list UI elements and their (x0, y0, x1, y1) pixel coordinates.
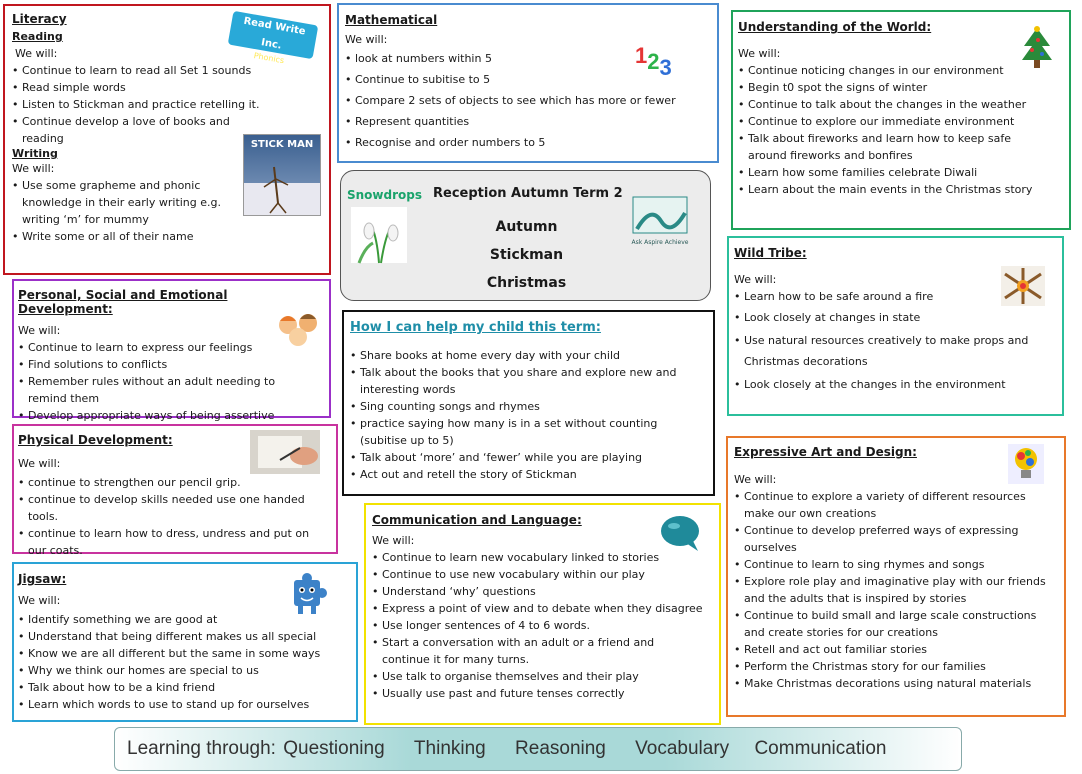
jigsaw-title: Jigsaw: (18, 572, 67, 586)
child-writing-photo (250, 430, 320, 474)
school-logo: Ask Aspire Achieve (631, 195, 689, 247)
list-item: • Compare 2 sets of objects to see which has more or fewer (345, 92, 711, 109)
christmas-tree-icon (1020, 26, 1054, 72)
list-item: • Continue to learn to read all Set 1 sounds (12, 62, 322, 79)
list-item: • Continue to use new vocabulary within our play (372, 566, 717, 583)
wild-intro: We will: (734, 273, 777, 286)
term-box (340, 170, 711, 301)
list-item: • Use talk to organise themselves and their play (372, 668, 717, 685)
term-heading: Reception Autumn Term 2 (433, 186, 623, 201)
list-item: • Continue to talk about the changes in the weather (738, 96, 1058, 113)
list-item: • Continue to learn to sing rhymes and songs (734, 556, 1056, 573)
understanding-box (731, 10, 1071, 230)
physical-title: Physical Development: (18, 433, 173, 447)
list-item: • Write some or all of their name (12, 228, 237, 245)
class-name: Snowdrops (347, 188, 422, 202)
topic-autumn: Autumn (495, 219, 558, 235)
list-item: • Find solutions to conflicts (18, 356, 325, 373)
pse-list (18, 339, 325, 424)
list-item: • Understand ‘why’ questions (372, 583, 717, 600)
footer-word: Vocabulary (635, 738, 730, 759)
jigsaw-intro: We will: (18, 594, 61, 607)
footer-word: Questioning (283, 738, 385, 759)
list-item: • Identify something we are good at (18, 611, 352, 628)
list-item: • Continue to develop preferred ways of expressing ourselves (734, 522, 1034, 556)
expressive-box (726, 436, 1066, 717)
list-item: • Act out and retell the story of Stickman (350, 466, 707, 483)
literacy-box (3, 4, 331, 275)
list-item: • Continue to learn to express our feelings (18, 339, 325, 356)
list-item: • Talk about fireworks and learn how to keep safe around fireworks and bonfires (738, 130, 1038, 164)
expressive-title: Expressive Art and Design: (734, 445, 917, 459)
list-item: • Continue to learn new vocabulary linked to stories (372, 549, 717, 566)
maths-box (337, 3, 719, 163)
help-title: How I can help my child this term: (350, 320, 601, 335)
list-item: • Talk about the books that you share and explore new and interesting words (350, 364, 707, 398)
list-item: • Look closely at changes in state (734, 309, 1057, 326)
pse-title: Personal, Social and Emotional Development: (18, 288, 228, 316)
topic-christmas: Christmas (486, 275, 567, 291)
list-item: • Continue noticing changes in our environment (738, 62, 1058, 79)
list-item: • Use longer sentences of 4 to 6 words. (372, 617, 717, 634)
physical-box (12, 424, 338, 557)
maths-intro: We will: (345, 33, 388, 46)
understanding-title: Understanding of the World: (738, 20, 932, 34)
list-item: • Continue develop a love of books and reading (12, 113, 237, 147)
stickman-book-cover: STICK MAN (243, 134, 321, 216)
list-item: • Listen to Stickman and practice retelling it. (12, 96, 322, 113)
understanding-intro: We will: (738, 47, 781, 60)
footer-word: Communication (754, 738, 887, 759)
understanding-list (738, 62, 1058, 198)
physical-list (18, 474, 332, 576)
list-item: • Look closely at the changes in the environment (734, 376, 1057, 393)
jigsaw-box (12, 562, 358, 722)
list-item: • Recognise and order numbers to 5 (345, 134, 711, 151)
list-item: • Learn which words to use to stand up for ourselves (18, 696, 352, 713)
campfire-icon (1001, 266, 1045, 306)
reading-title: Reading (12, 30, 63, 43)
communication-intro: We will: (372, 534, 415, 547)
list-item: • Express a point of view and to debate when they disagree (372, 600, 717, 617)
list-item: • Begin t0 spot the signs of winter (738, 79, 1058, 96)
wild-tribe-box (727, 236, 1064, 416)
list-item: • Talk about how to be a kind friend (18, 679, 352, 696)
list-item: • Why we think our homes are special to us (18, 662, 352, 679)
jigsaw-list (18, 611, 352, 713)
list-item: • practice saying how many is in a set without counting (subitise up to 5) (350, 415, 707, 449)
list-item: • Represent quantities (345, 113, 711, 130)
list-item: • Continue to explore a variety of different resources make our own creations (734, 488, 1049, 522)
literacy-title: Literacy (12, 12, 67, 26)
list-item: • continue to learn how to dress, undress and put on our coats. (18, 525, 328, 559)
learning-through-banner (114, 727, 962, 771)
numbers-123-icon: 123 (635, 43, 672, 80)
help-box (342, 310, 715, 496)
list-item: • Sing counting songs and rhymes (350, 398, 707, 415)
list-item: • continue to strengthen our pencil grip. (18, 474, 332, 491)
list-item: • Remember rules without an adult needing to remind them (18, 373, 298, 407)
communication-title: Communication and Language: (372, 513, 582, 527)
children-faces-icon (276, 309, 322, 349)
list-item: • Continue to build small and large scale constructions and create stories for our creations (734, 607, 1056, 641)
pse-intro: We will: (18, 324, 61, 337)
list-item: • Read simple words (12, 79, 237, 96)
list-item: • Use some grapheme and phonic knowledge in their early writing e.g. writing ‘m’ for mummy (12, 177, 237, 228)
list-item: • continue to develop skills needed use one handed tools. (18, 491, 332, 525)
writing-title: Writing (12, 147, 58, 160)
list-item: • Make Christmas decorations using natural materials (734, 675, 1056, 692)
list-item: • Start a conversation with an adult or a friend and continue it for many turns. (372, 634, 692, 668)
expressive-intro: We will: (734, 473, 777, 486)
list-item: • Perform the Christmas story for our families (734, 658, 1056, 675)
read-write-inc-logo: Read Write Inc. Phonics (228, 11, 319, 59)
communication-list (372, 549, 717, 702)
learning-through-label: Learning through: (127, 738, 276, 759)
reading-intro: We will: (15, 47, 58, 60)
expressive-list (734, 488, 1056, 692)
writing-intro: We will: (12, 162, 55, 175)
list-item: • Learn how to be safe around a fire (734, 288, 1057, 305)
list-item: • Explore role play and imaginative play with our friends and the adults that is inspired by stories (734, 573, 1056, 607)
writing-list (12, 177, 237, 245)
list-item: • Continue to explore our immediate environment (738, 113, 1058, 130)
pse-box (12, 279, 331, 422)
communication-box (364, 503, 721, 725)
list-item: • Learn how some families celebrate Diwali (738, 164, 1058, 181)
speech-bubble-icon (658, 513, 702, 553)
wild-title: Wild Tribe: (734, 246, 807, 260)
list-item: • Usually use past and future tenses correctly (372, 685, 717, 702)
list-item: • Talk about ‘more’ and ‘fewer’ while you are playing (350, 449, 707, 466)
footer-word: Thinking (413, 738, 486, 759)
physical-intro: We will: (18, 457, 61, 470)
lightbulb-icon (1008, 444, 1044, 484)
list-item: • Understand that being different makes us all special (18, 628, 352, 645)
list-item: • Learn about the main events in the Christmas story (738, 181, 1058, 198)
list-item: • Develop appropriate ways of being assertive (18, 407, 325, 424)
list-item: • Share books at home every day with your child (350, 347, 707, 364)
jigsaw-piece-character-icon (286, 572, 328, 616)
list-item: • Know we are all different but the same in some ways (18, 645, 352, 662)
topic-stickman: Stickman (489, 247, 564, 263)
maths-title: Mathematical (345, 13, 438, 27)
list-item: • Retell and act out familiar stories (734, 641, 1056, 658)
list-item: • Continue to subitise to 5 (345, 71, 711, 88)
footer-word: Reasoning (515, 738, 606, 759)
list-item: • look at numbers within 5 (345, 50, 711, 67)
list-item: • Use natural resources creatively to make props and Christmas decorations (734, 330, 1057, 372)
reading-list (12, 62, 260, 147)
help-list (350, 347, 707, 483)
